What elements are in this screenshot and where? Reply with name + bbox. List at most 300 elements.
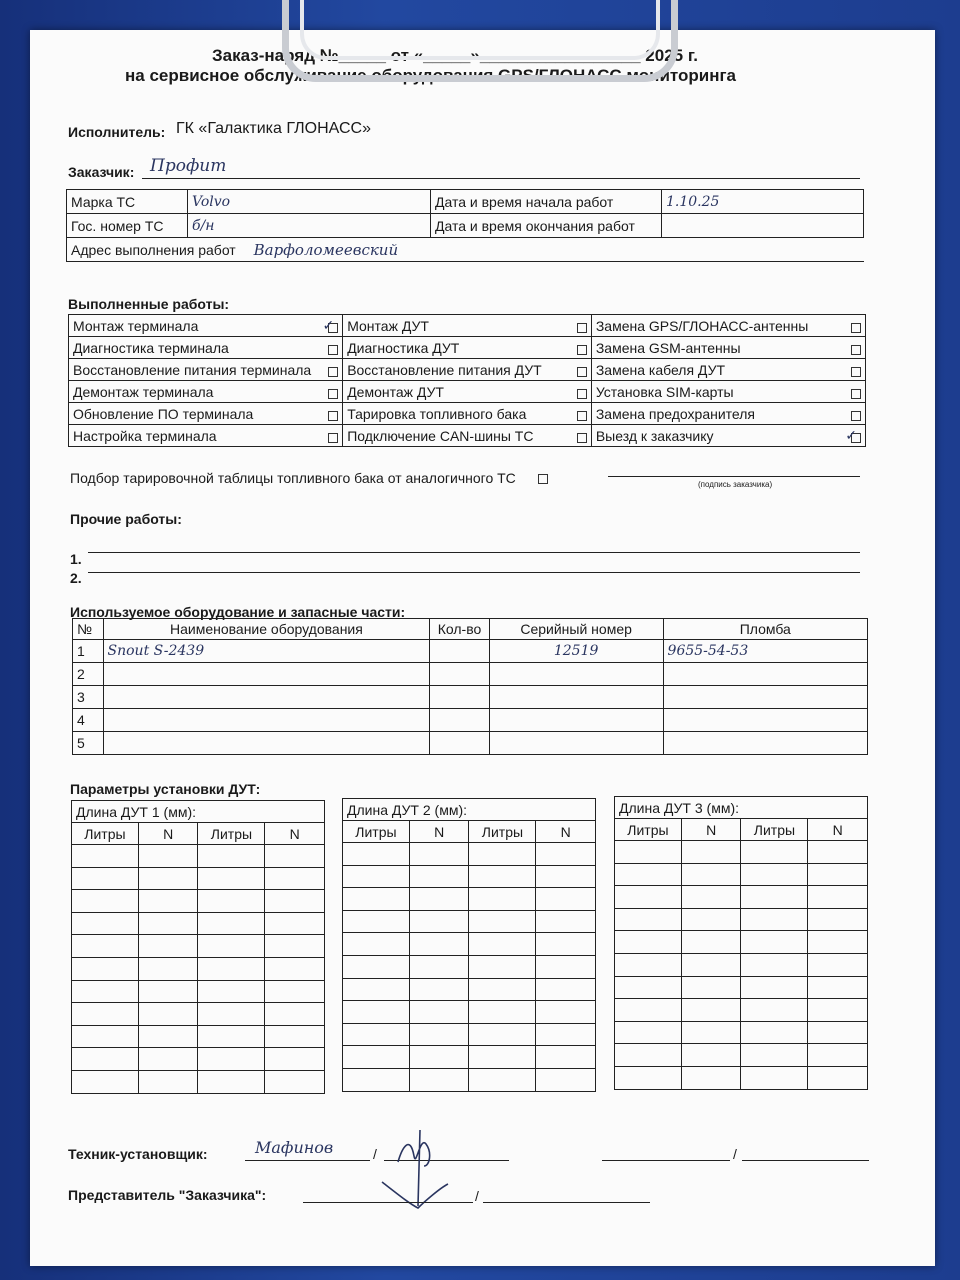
dut-cell[interactable] bbox=[198, 1070, 265, 1093]
dut-cell[interactable] bbox=[681, 999, 741, 1022]
equipment-cell[interactable] bbox=[430, 709, 489, 732]
table-row bbox=[72, 845, 325, 868]
dut-header-row bbox=[343, 821, 596, 843]
work-item-checkbox[interactable] bbox=[851, 323, 861, 333]
dut-cell[interactable] bbox=[741, 908, 808, 931]
table-row bbox=[73, 732, 868, 755]
dut-cell[interactable] bbox=[72, 980, 139, 1003]
work-item-label: Демонтаж ДУТ bbox=[347, 383, 444, 400]
dut-cell[interactable] bbox=[615, 1066, 682, 1089]
equipment-cell[interactable] bbox=[489, 709, 663, 732]
dut-cell[interactable] bbox=[741, 1066, 808, 1089]
dut-cell[interactable] bbox=[409, 978, 469, 1001]
dut-cell[interactable] bbox=[198, 980, 265, 1003]
dut-cell[interactable] bbox=[72, 1025, 139, 1048]
equipment-cell[interactable] bbox=[663, 663, 867, 686]
work-item[interactable] bbox=[69, 315, 343, 337]
dut-cell[interactable] bbox=[681, 976, 741, 999]
dut-cell[interactable] bbox=[409, 865, 469, 888]
dut-cell[interactable] bbox=[808, 976, 868, 999]
equipment-cell[interactable]: Snout S-2439 bbox=[103, 640, 430, 663]
dut-cell[interactable] bbox=[615, 908, 682, 931]
table-row bbox=[615, 953, 868, 976]
dut-cell[interactable] bbox=[808, 1021, 868, 1044]
dut-cell[interactable] bbox=[72, 1070, 139, 1093]
equipment-cell[interactable] bbox=[103, 686, 430, 709]
dut-cell[interactable] bbox=[343, 865, 410, 888]
dut-cell[interactable] bbox=[536, 1023, 596, 1046]
dut-cell[interactable] bbox=[469, 1023, 536, 1046]
technician-line-1 bbox=[245, 1160, 370, 1161]
work-item-label: Замена предохранителя bbox=[595, 405, 755, 422]
dut-cell[interactable] bbox=[198, 1003, 265, 1026]
dut-cell[interactable] bbox=[409, 843, 469, 866]
customer-signature-line bbox=[608, 476, 860, 477]
work-item-checkbox[interactable] bbox=[328, 389, 338, 399]
dut-cell[interactable] bbox=[741, 841, 808, 864]
dut-cell[interactable] bbox=[615, 1021, 682, 1044]
dut-cell[interactable] bbox=[808, 886, 868, 909]
work-item[interactable] bbox=[69, 425, 343, 447]
work-item-checkbox[interactable] bbox=[851, 389, 861, 399]
representative-line-2 bbox=[483, 1202, 650, 1203]
works-table bbox=[68, 314, 866, 447]
technician-slash: / bbox=[373, 1146, 377, 1162]
dut-cell[interactable] bbox=[469, 888, 536, 911]
work-item-checkbox[interactable] bbox=[577, 389, 587, 399]
customer-line bbox=[142, 178, 860, 179]
equipment-cell[interactable] bbox=[489, 732, 663, 755]
dut-header-cell: Литры bbox=[198, 823, 265, 845]
dut-cell[interactable] bbox=[469, 978, 536, 1001]
table-row bbox=[343, 933, 596, 956]
table-row bbox=[343, 978, 596, 1001]
table-row bbox=[615, 1066, 868, 1089]
equipment-table bbox=[72, 618, 868, 755]
dut-table bbox=[71, 800, 325, 1094]
equipment-cell[interactable]: 9655-54-53 bbox=[663, 640, 867, 663]
dut-cell[interactable] bbox=[138, 845, 198, 868]
work-item[interactable] bbox=[591, 403, 865, 425]
dut-cell[interactable] bbox=[198, 890, 265, 913]
dut-cell[interactable] bbox=[681, 1066, 741, 1089]
works-row bbox=[69, 403, 866, 425]
dut-cell[interactable] bbox=[615, 841, 682, 864]
signature-caption: (подпись заказчика) bbox=[698, 480, 773, 489]
work-item[interactable] bbox=[343, 359, 592, 381]
table-row bbox=[343, 910, 596, 933]
work-item[interactable] bbox=[69, 337, 343, 359]
dut-cell[interactable] bbox=[138, 912, 198, 935]
equipment-title: Используемое оборудование и запасные части: bbox=[70, 604, 406, 620]
table-row bbox=[73, 663, 868, 686]
dut-cell[interactable] bbox=[536, 1046, 596, 1069]
table-row bbox=[72, 1048, 325, 1071]
work-item[interactable] bbox=[591, 315, 865, 337]
dut-cell[interactable] bbox=[469, 1068, 536, 1091]
table-row bbox=[343, 1023, 596, 1046]
dut-header-cell: Литры bbox=[615, 819, 682, 841]
dut-cell[interactable] bbox=[343, 955, 410, 978]
other-item-1: 1. bbox=[70, 551, 82, 567]
calibration-checkbox[interactable] bbox=[538, 474, 548, 484]
table-row bbox=[73, 709, 868, 732]
second-signature-line-1 bbox=[602, 1160, 730, 1161]
dut-cell[interactable] bbox=[808, 841, 868, 864]
dut-cell[interactable] bbox=[741, 1044, 808, 1067]
dut-cell[interactable] bbox=[536, 933, 596, 956]
equipment-cell[interactable] bbox=[489, 686, 663, 709]
work-item-label: Демонтаж терминала bbox=[73, 383, 214, 400]
vehicle-table bbox=[66, 189, 864, 262]
work-item-checkbox[interactable] bbox=[328, 345, 338, 355]
dut-cell[interactable] bbox=[536, 1068, 596, 1091]
dut-cell[interactable] bbox=[72, 845, 139, 868]
work-item-checkbox[interactable] bbox=[577, 433, 587, 443]
equipment-cell[interactable] bbox=[430, 686, 489, 709]
dut-cell[interactable] bbox=[138, 890, 198, 913]
table-row bbox=[615, 841, 868, 864]
dut-cell[interactable] bbox=[265, 1003, 325, 1026]
dut-cell[interactable] bbox=[138, 1048, 198, 1071]
checkmark-icon: ✓ bbox=[845, 427, 857, 444]
work-item-label: Выезд к заказчику bbox=[595, 427, 714, 444]
dut-cell[interactable] bbox=[808, 1066, 868, 1089]
dut-cell[interactable] bbox=[536, 843, 596, 866]
dut-cell[interactable] bbox=[615, 953, 682, 976]
dut-cell[interactable] bbox=[808, 999, 868, 1022]
table-row bbox=[72, 1025, 325, 1048]
equipment-cell[interactable]: 12519 bbox=[489, 640, 663, 663]
equipment-header-cell: Серийный номер bbox=[489, 619, 663, 640]
work-item-checkbox[interactable] bbox=[851, 345, 861, 355]
dut-cell[interactable] bbox=[198, 1025, 265, 1048]
dut-cell[interactable] bbox=[808, 1044, 868, 1067]
dut-cell[interactable] bbox=[343, 910, 410, 933]
work-item-checkbox[interactable] bbox=[328, 367, 338, 377]
dut-cell[interactable] bbox=[808, 931, 868, 954]
work-item-checkbox[interactable] bbox=[577, 367, 587, 377]
work-item-checkbox[interactable] bbox=[577, 323, 587, 333]
table-row bbox=[615, 1044, 868, 1067]
dut-cell[interactable] bbox=[808, 908, 868, 931]
dut-cell[interactable] bbox=[741, 999, 808, 1022]
dut-cell[interactable] bbox=[138, 1070, 198, 1093]
dut-cell[interactable] bbox=[265, 1048, 325, 1071]
dut-cell[interactable] bbox=[615, 999, 682, 1022]
dut-cell[interactable] bbox=[741, 976, 808, 999]
technician-label: Техник-установщик: bbox=[68, 1146, 208, 1162]
dut-cell[interactable] bbox=[741, 886, 808, 909]
dut-cell[interactable] bbox=[536, 910, 596, 933]
work-item-checkbox[interactable] bbox=[577, 345, 587, 355]
dut-cell[interactable] bbox=[681, 1044, 741, 1067]
dut-cell[interactable] bbox=[72, 912, 139, 935]
table-row bbox=[343, 888, 596, 911]
dut-cell[interactable] bbox=[343, 978, 410, 1001]
dut-cell[interactable] bbox=[138, 957, 198, 980]
work-item-label: Восстановление питания терминала bbox=[73, 361, 312, 378]
calibration-label: Подбор тарировочной таблицы топливного бака от аналогичного ТС bbox=[70, 470, 516, 486]
end-label: Дата и время окончания работ bbox=[431, 214, 662, 238]
work-item[interactable] bbox=[343, 381, 592, 403]
dut-cell[interactable] bbox=[469, 1001, 536, 1024]
dut-cell[interactable] bbox=[72, 867, 139, 890]
dut-cell[interactable] bbox=[343, 843, 410, 866]
table-row bbox=[615, 976, 868, 999]
dut-cell[interactable] bbox=[808, 953, 868, 976]
dut-cell[interactable] bbox=[198, 1048, 265, 1071]
work-item[interactable] bbox=[343, 337, 592, 359]
dut-cell[interactable] bbox=[681, 908, 741, 931]
dut-cell[interactable] bbox=[409, 1023, 469, 1046]
equipment-header-cell: № bbox=[73, 619, 104, 640]
dut-cell[interactable] bbox=[72, 1048, 139, 1071]
dut-cell[interactable] bbox=[265, 1025, 325, 1048]
work-item[interactable] bbox=[343, 425, 592, 447]
row-number: 1 bbox=[73, 640, 104, 663]
dut-cell[interactable] bbox=[409, 1001, 469, 1024]
dut-cell[interactable] bbox=[198, 935, 265, 958]
dut-cell[interactable] bbox=[265, 935, 325, 958]
work-item[interactable] bbox=[591, 359, 865, 381]
dut-cell[interactable] bbox=[741, 931, 808, 954]
dut-cell[interactable] bbox=[265, 957, 325, 980]
dut-cell[interactable] bbox=[138, 867, 198, 890]
dut-cell[interactable] bbox=[72, 890, 139, 913]
equipment-cell[interactable] bbox=[489, 663, 663, 686]
table-row bbox=[343, 1046, 596, 1069]
table-row bbox=[343, 843, 596, 866]
dut-cell[interactable] bbox=[536, 865, 596, 888]
work-item-label: Монтаж ДУТ bbox=[347, 317, 429, 334]
dut-cell[interactable] bbox=[265, 980, 325, 1003]
dut-header-row bbox=[615, 819, 868, 841]
plate-label: Гос. номер ТС bbox=[67, 214, 188, 238]
dut-cell[interactable] bbox=[681, 863, 741, 886]
other-item-2: 2. bbox=[70, 570, 82, 586]
dut-cell[interactable] bbox=[72, 957, 139, 980]
checkmark-icon: ✓ bbox=[322, 317, 335, 334]
dut-cell[interactable] bbox=[469, 865, 536, 888]
dut-cell[interactable] bbox=[198, 957, 265, 980]
work-item[interactable] bbox=[69, 381, 343, 403]
equipment-cell[interactable] bbox=[430, 732, 489, 755]
table-row bbox=[72, 890, 325, 913]
dut-cell[interactable] bbox=[615, 931, 682, 954]
equipment-header-row bbox=[73, 619, 868, 640]
work-item-label: Замена кабеля ДУТ bbox=[595, 361, 726, 378]
other-line-2[interactable] bbox=[88, 572, 860, 573]
dut-cell[interactable] bbox=[265, 867, 325, 890]
row-number: 2 bbox=[73, 663, 104, 686]
table-row bbox=[72, 935, 325, 958]
equipment-cell[interactable] bbox=[430, 663, 489, 686]
dut-cell[interactable] bbox=[615, 1044, 682, 1067]
start-value[interactable]: 1.10.25 bbox=[662, 190, 864, 214]
dut-cell[interactable] bbox=[265, 890, 325, 913]
address-value[interactable]: Варфоломеевский bbox=[253, 240, 399, 259]
dut-cell[interactable] bbox=[808, 863, 868, 886]
dut-table bbox=[614, 796, 868, 1090]
work-item-checkbox[interactable] bbox=[851, 411, 861, 421]
work-item[interactable] bbox=[69, 359, 343, 381]
representative-label: Представитель "Заказчика": bbox=[68, 1187, 267, 1203]
dut-cell[interactable] bbox=[681, 1021, 741, 1044]
equipment-cell[interactable] bbox=[663, 709, 867, 732]
dut-cell[interactable] bbox=[72, 1003, 139, 1026]
table-row bbox=[72, 957, 325, 980]
work-item-label: Замена GPS/ГЛОНАСС-антенны bbox=[595, 317, 809, 334]
work-item[interactable] bbox=[343, 315, 592, 337]
work-item[interactable] bbox=[69, 403, 343, 425]
dut-cell[interactable] bbox=[469, 1046, 536, 1069]
dut-cell[interactable] bbox=[615, 863, 682, 886]
dut-cell[interactable] bbox=[138, 1025, 198, 1048]
executor-label: Исполнитель: bbox=[68, 124, 166, 140]
dut-caption: Длина ДУТ 3 (мм): bbox=[615, 797, 868, 819]
dut-cell[interactable] bbox=[409, 888, 469, 911]
work-item-label: Подключение CAN-шины ТС bbox=[347, 427, 534, 444]
dut-caption-row bbox=[343, 799, 596, 821]
works-row bbox=[69, 359, 866, 381]
dut-header-cell: Литры bbox=[469, 821, 536, 843]
table-row bbox=[72, 980, 325, 1003]
other-title: Прочие работы: bbox=[70, 511, 182, 527]
work-item-label: Диагностика ДУТ bbox=[347, 339, 460, 356]
dut-cell[interactable] bbox=[343, 933, 410, 956]
dut-cell[interactable] bbox=[681, 841, 741, 864]
dut-cell[interactable] bbox=[615, 976, 682, 999]
dut-cell[interactable] bbox=[343, 1001, 410, 1024]
dut-cell[interactable] bbox=[741, 1021, 808, 1044]
dut-cell[interactable] bbox=[198, 912, 265, 935]
dut-cell[interactable] bbox=[343, 1023, 410, 1046]
dut-cell[interactable] bbox=[536, 978, 596, 1001]
equipment-header-cell: Кол-во bbox=[430, 619, 489, 640]
dut-cell[interactable] bbox=[198, 845, 265, 868]
equipment-cell[interactable] bbox=[663, 732, 867, 755]
work-item-label: Установка SIM-карты bbox=[595, 383, 734, 400]
dut-cell[interactable] bbox=[265, 1070, 325, 1093]
header-line-2: на сервисное обслуживание оборудования GPS/ГЛОНАСС мониторинга bbox=[125, 66, 737, 85]
representative-slash: / bbox=[475, 1188, 479, 1204]
works-row bbox=[69, 425, 866, 447]
table-row bbox=[615, 1021, 868, 1044]
work-item-checkbox[interactable] bbox=[328, 411, 338, 421]
dut-cell[interactable] bbox=[409, 910, 469, 933]
dut-cell[interactable] bbox=[469, 933, 536, 956]
dut-cell[interactable] bbox=[138, 1003, 198, 1026]
dut-cell[interactable] bbox=[536, 1001, 596, 1024]
work-item[interactable] bbox=[591, 381, 865, 403]
customer-value[interactable]: Профит bbox=[150, 156, 227, 176]
dut-cell[interactable] bbox=[72, 935, 139, 958]
end-value[interactable] bbox=[662, 214, 864, 238]
representative-line-1 bbox=[303, 1202, 473, 1203]
dut-cell[interactable] bbox=[265, 845, 325, 868]
equipment-cell[interactable] bbox=[103, 709, 430, 732]
dut-cell[interactable] bbox=[681, 931, 741, 954]
dut-header-cell: N bbox=[409, 821, 469, 843]
dut-cell[interactable] bbox=[265, 912, 325, 935]
other-line-1[interactable] bbox=[88, 552, 860, 553]
dut-cell[interactable] bbox=[615, 886, 682, 909]
works-title: Выполненные работы: bbox=[68, 296, 230, 312]
table-row bbox=[615, 908, 868, 931]
table-row bbox=[615, 931, 868, 954]
brand-value[interactable]: Volvo bbox=[188, 190, 431, 214]
dut-cell[interactable] bbox=[469, 843, 536, 866]
dut-cell[interactable] bbox=[681, 953, 741, 976]
work-item-checkbox[interactable] bbox=[577, 411, 587, 421]
dut-cell[interactable] bbox=[469, 910, 536, 933]
technician-name[interactable]: Мафинов bbox=[255, 1138, 334, 1157]
work-item-checkbox[interactable] bbox=[851, 367, 861, 377]
work-item[interactable] bbox=[591, 425, 865, 447]
equipment-cell[interactable] bbox=[103, 732, 430, 755]
work-item[interactable] bbox=[343, 403, 592, 425]
equipment-cell[interactable] bbox=[430, 640, 489, 663]
dut-cell[interactable] bbox=[681, 886, 741, 909]
header-line-1: Заказ-наряд №_____ от «_____»_________________ 2025 г. bbox=[212, 46, 698, 65]
customer-label: Заказчик: bbox=[68, 164, 135, 180]
second-signature-line-2 bbox=[742, 1160, 869, 1161]
dut-cell[interactable] bbox=[343, 888, 410, 911]
dut-cell[interactable] bbox=[138, 980, 198, 1003]
plate-value[interactable]: б/н bbox=[188, 214, 431, 238]
equipment-cell[interactable] bbox=[103, 663, 430, 686]
dut-cell[interactable] bbox=[343, 1068, 410, 1091]
dut-title: Параметры установки ДУТ: bbox=[70, 781, 261, 797]
dut-cell[interactable] bbox=[536, 888, 596, 911]
table-row bbox=[72, 1070, 325, 1093]
work-item-label: Диагностика терминала bbox=[73, 339, 229, 356]
calibration-text bbox=[70, 470, 548, 486]
work-item-label: Настройка терминала bbox=[73, 427, 217, 444]
work-item-label: Замена GSM-антенны bbox=[595, 339, 741, 356]
dut-cell[interactable] bbox=[409, 933, 469, 956]
dut-cell[interactable] bbox=[741, 863, 808, 886]
table-row bbox=[343, 1068, 596, 1091]
table-row bbox=[72, 867, 325, 890]
table-row bbox=[615, 863, 868, 886]
dut-cell[interactable] bbox=[409, 1068, 469, 1091]
technician-signature-icon bbox=[380, 1126, 450, 1214]
table-row bbox=[72, 912, 325, 935]
row-number: 5 bbox=[73, 732, 104, 755]
dut-cell[interactable] bbox=[343, 1046, 410, 1069]
dut-cell[interactable] bbox=[198, 867, 265, 890]
dut-cell[interactable] bbox=[469, 955, 536, 978]
equipment-cell[interactable] bbox=[663, 686, 867, 709]
dut-cell[interactable] bbox=[409, 1046, 469, 1069]
work-item-checkbox[interactable] bbox=[328, 433, 338, 443]
dut-cell[interactable] bbox=[536, 955, 596, 978]
row-number: 3 bbox=[73, 686, 104, 709]
dut-cell[interactable] bbox=[409, 955, 469, 978]
dut-header-cell: Литры bbox=[741, 819, 808, 841]
dut-cell[interactable] bbox=[138, 935, 198, 958]
equipment-header-cell: Наименование оборудования bbox=[103, 619, 430, 640]
dut-header-cell: N bbox=[808, 819, 868, 841]
dut-table bbox=[342, 798, 596, 1092]
work-item[interactable] bbox=[591, 337, 865, 359]
dut-cell[interactable] bbox=[741, 953, 808, 976]
row-number: 4 bbox=[73, 709, 104, 732]
table-row bbox=[343, 955, 596, 978]
work-item-label: Монтаж терминала bbox=[73, 317, 199, 334]
